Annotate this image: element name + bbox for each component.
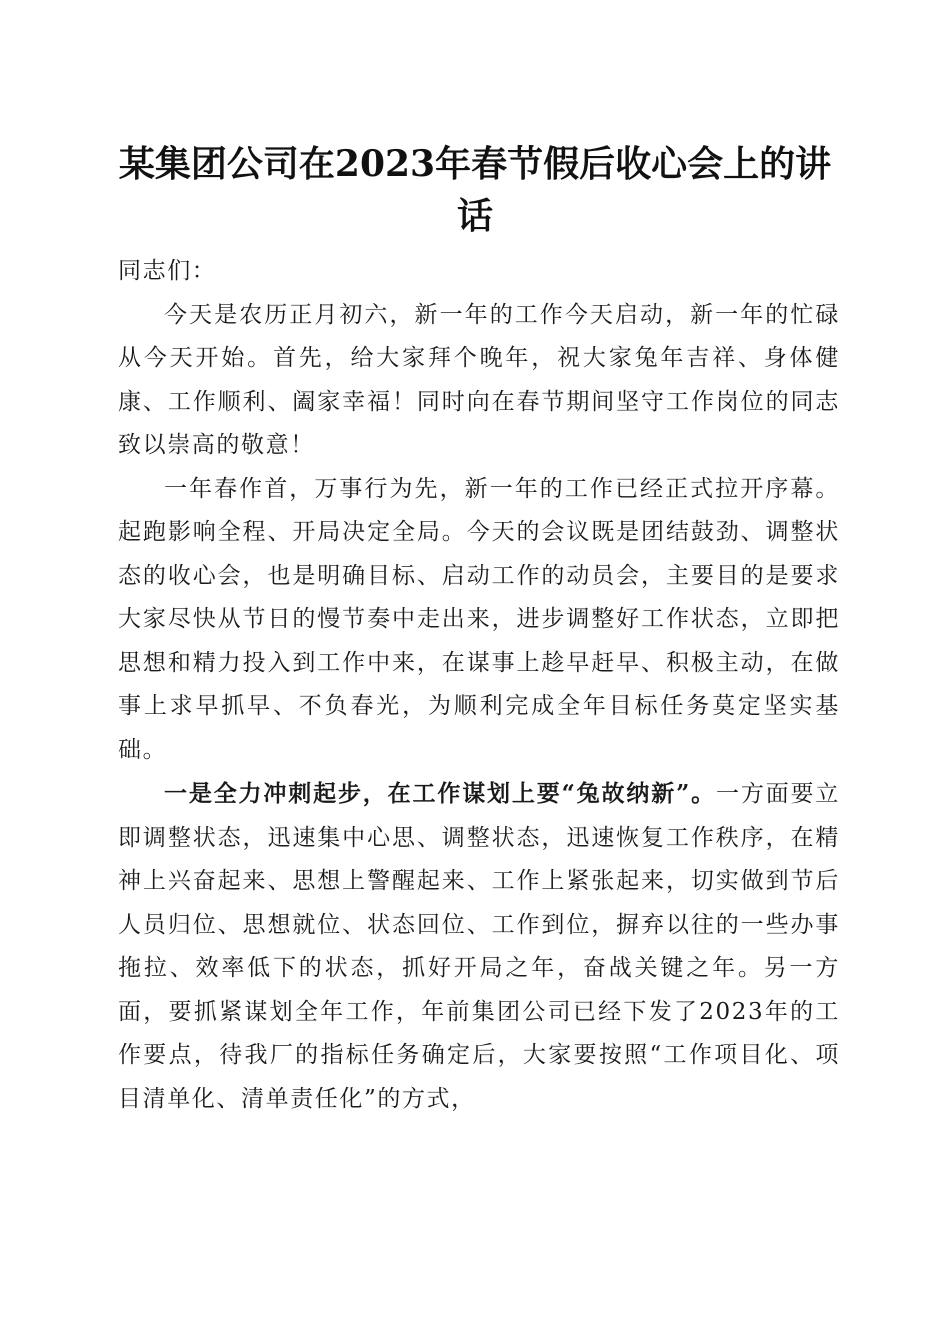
paragraph-2 (118, 468, 840, 773)
document-title: 某集团公司在2023年春节假后收心会上的讲话 (118, 143, 832, 237)
salutation: 同志们： (118, 258, 217, 284)
paragraph-3-lead: 一是全力冲刺起步，在工作谋划上要“兔故纳新”。 (164, 780, 716, 807)
paragraph-3 (118, 772, 840, 1121)
document-body (118, 250, 840, 1121)
paragraph-1-text: 今天是农历正月初六，新一年的工作今天启动，新一年的忙碌从今天开始。首先，给大家拜个晚年，祝大家兔年吉祥、身体健康、工作顺利、阖家幸福！同时向在春节期间坚守工作岗位的同志致以崇高的敬意！ (118, 301, 840, 458)
paragraph-3-text: 一方面要立即调整状态，迅速集中心思、调整状态，迅速恢复工作秩序，在精神上兴奋起来、思想上警醒起来、工作上紧张起来，切实做到节后人员归位、思想就位、状态回位、工作到位，摒弃以往的一些办事拖拉、效率低下的状态，抓好开局之年，奋战关键之年。另一方面，要抓紧谋划全年工作，年前集团公司已经下发了2023年的工作要点，待我厂的指标任务确定后，大家要按照“工作项目化、项目清单化、清单责任化”的方式， (118, 781, 840, 1112)
paragraph-1 (118, 294, 840, 468)
paragraph-2-text: 一年春作首，万事行为先，新一年的工作已经正式拉开序幕。起跑影响全程、开局决定全局。今天的会议既是团结鼓劲、调整状态的收心会，也是明确目标、启动工作的动员会，主要目的是要求大家尽快从节日的慢节奏中走出来，进步调整好工作状态，立即把思想和精力投入到工作中来，在谋事上趁早赶早、积极主动，在做事上求早抓早、不负春光，为顺利完成全年目标任务莫定坚实基础。 (118, 475, 840, 763)
